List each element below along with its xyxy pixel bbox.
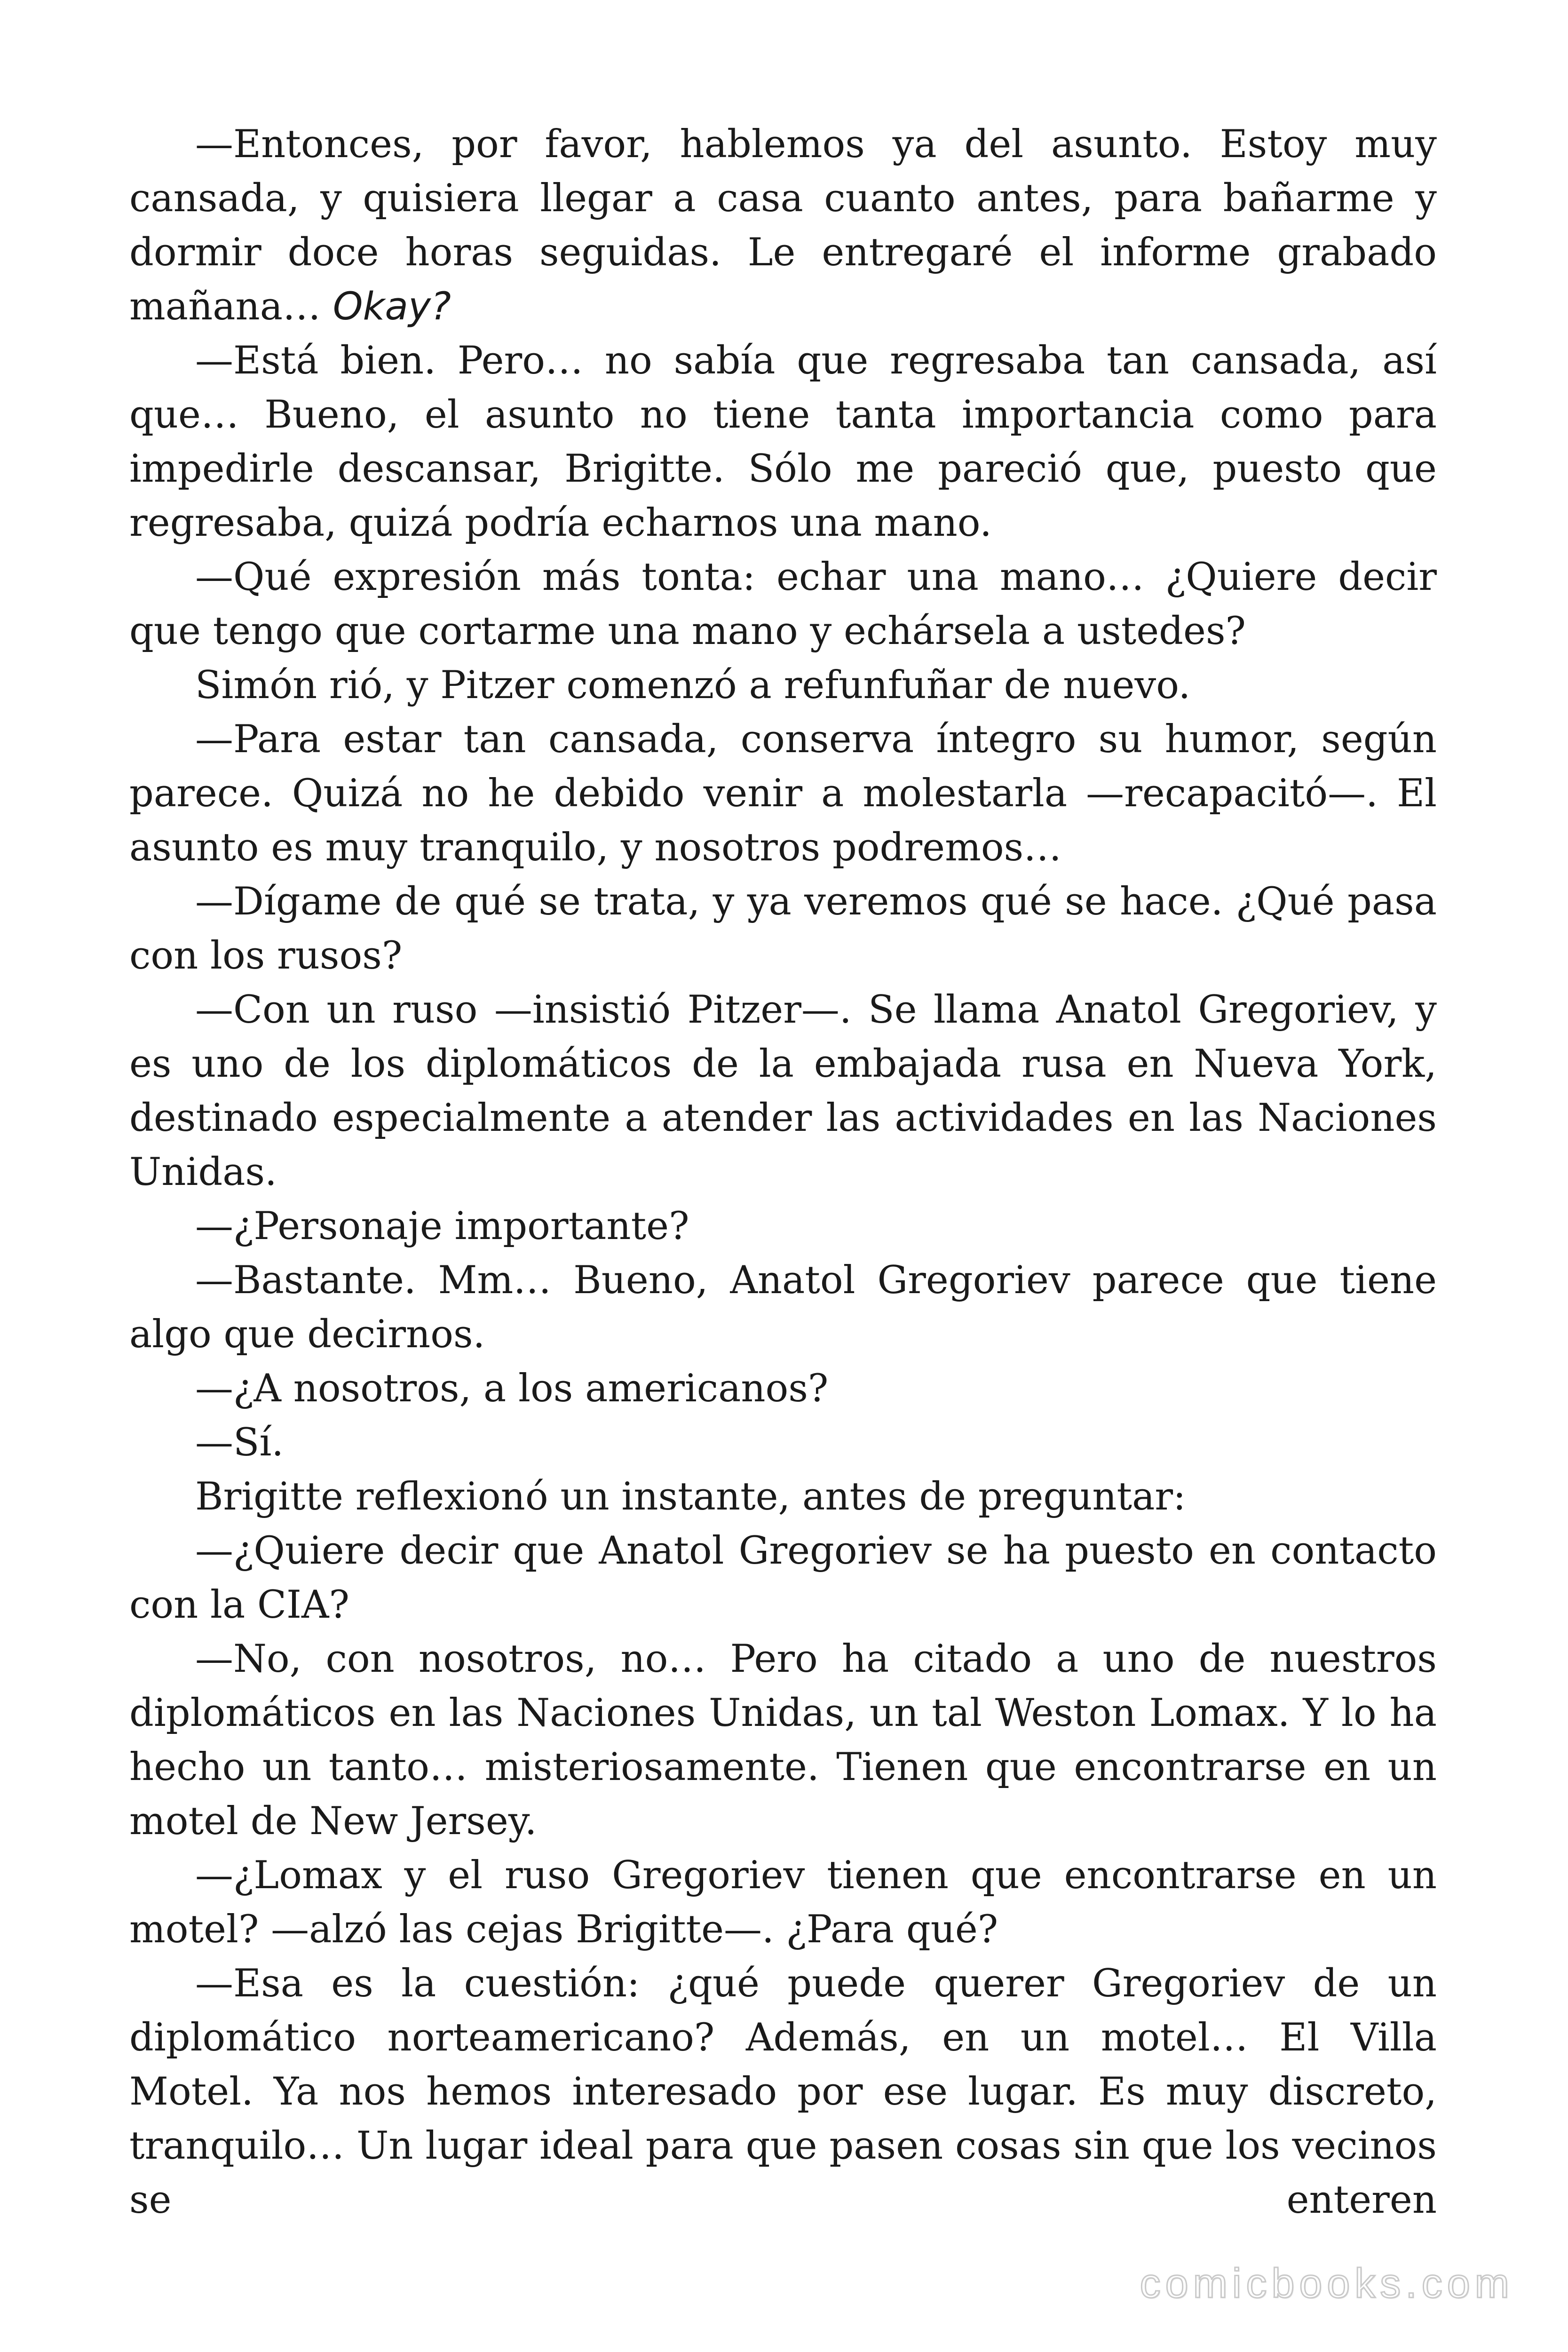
watermark: comicbooks.com [1140,2260,1514,2306]
paragraph: —Bastante. Mm… Bueno, Anatol Gregoriev parece que tiene algo que decirnos. [129,1258,1437,1357]
paragraph: —Dígame de qué se trata, y ya veremos qué se hace. ¿Qué pasa con los rusos? [129,880,1437,978]
paragraph: —¿Quiere decir que Anatol Gregoriev se ha puesto en contacto con la CIA? [129,1529,1437,1627]
paragraph-italic-text: Okay? [333,285,451,329]
paragraph: —¿Personaje importante? [195,1204,689,1248]
paragraph: Simón rió, y Pitzer comenzó a refunfuñar de nuevo. [195,663,1191,707]
body-text [129,118,1437,2227]
paragraph: —¿A nosotros, a los americanos? [195,1367,829,1411]
paragraph [129,118,1437,334]
paragraph: —Esa es la cuestión: ¿qué puede querer Gregoriev de un diplomático norteamericano? Además, en un motel… El Villa Motel. Ya nos hemos interesado por ese lugar. Es muy discreto, tranquilo… Un lugar ideal para que pasen cosas sin que los vecinos se enteren [129,1962,1437,2222]
paragraph: —¿Lomax y el ruso Gregoriev tienen que encontrarse en un motel? —alzó las cejas Brigitte—. ¿Para qué? [129,1853,1437,1952]
paragraph: Brigitte reflexionó un instante, antes de preguntar: [195,1475,1186,1519]
paragraph: —No, con nosotros, no… Pero ha citado a uno de nuestros diplomáticos en las Naciones Unidas, un tal Weston Lomax. Y lo ha hecho un tanto… misteriosamente. Tienen que encontrarse en un motel de New Jersey. [129,1637,1437,1843]
paragraph: —Sí. [195,1421,284,1465]
paragraph-text: —Entonces, por favor, hablemos ya del asunto. Estoy muy cansada, y quisiera llegar a casa cuanto antes, para bañarme y dormir doce horas seguidas. Le entregaré el informe grabado mañana… [129,122,1437,329]
paragraph: —Con un ruso —insistió Pitzer—. Se llama Anatol Gregoriev, y es uno de los diplomáticos de la embajada rusa en Nueva York, destinado especialmente a atender las actividades en las Naciones Unidas. [129,988,1437,1194]
paragraph: —Qué expresión más tonta: echar una mano… ¿Quiere decir que tengo que cortarme una mano y echársela a ustedes? [129,555,1437,653]
paragraph: —Para estar tan cansada, conserva íntegro su humor, según parece. Quizá no he debido venir a molestarla —recapacitó—. El asunto es muy tranquilo, y nosotros podremos… [129,717,1437,870]
paragraph: —Está bien. Pero… no sabía que regresaba tan cansada, así que… Bueno, el asunto no tiene tanta importancia como para impedirle descansar, Brigitte. Sólo me pareció que, puesto que regresaba, quizá podría echarnos una mano. [129,339,1437,545]
